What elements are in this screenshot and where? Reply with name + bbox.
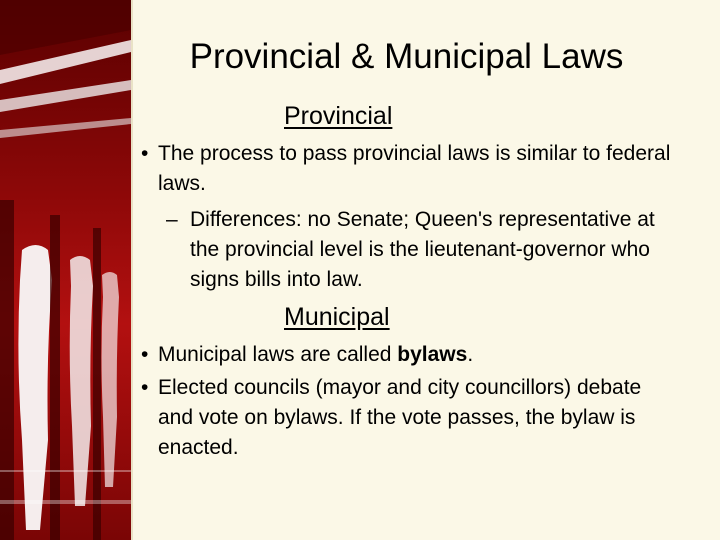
- bullet-provincial-process: [141, 139, 681, 199]
- subbullet-differences: [166, 205, 666, 295]
- municipal-heading: Municipal: [284, 303, 390, 331]
- bullet-elected-councils: [141, 373, 681, 463]
- dash-mark: –: [166, 208, 178, 231]
- bullet-text: [141, 340, 681, 370]
- bullet-text: The process to pass provincial laws is similar to federal laws.: [158, 142, 671, 195]
- bullet-municipal-laws: [141, 340, 681, 370]
- bullet-text-end: .: [467, 343, 474, 366]
- bullet-mark: •: [141, 343, 149, 366]
- decorative-sidebar-image: [0, 0, 131, 540]
- bullet-mark: •: [141, 142, 149, 165]
- slide-divider: [131, 0, 133, 540]
- bullet-text: Elected councils (mayor and city councillors) debate and vote on bylaws. If the vote passes, the bylaw is enacted.: [158, 376, 642, 459]
- bullet-text-start: Municipal laws are called: [158, 343, 398, 366]
- provincial-heading: Provincial: [284, 102, 393, 130]
- bullet-mark: •: [141, 376, 149, 399]
- slide-title: Provincial & Municipal Laws: [189, 37, 624, 76]
- bylaws-term: bylaws: [397, 343, 468, 366]
- building-columns-illustration: [0, 0, 131, 540]
- subbullet-text: Differences: no Senate; Queen's representative at the provincial level is the lieutenant-governor who signs bills into law.: [190, 208, 655, 291]
